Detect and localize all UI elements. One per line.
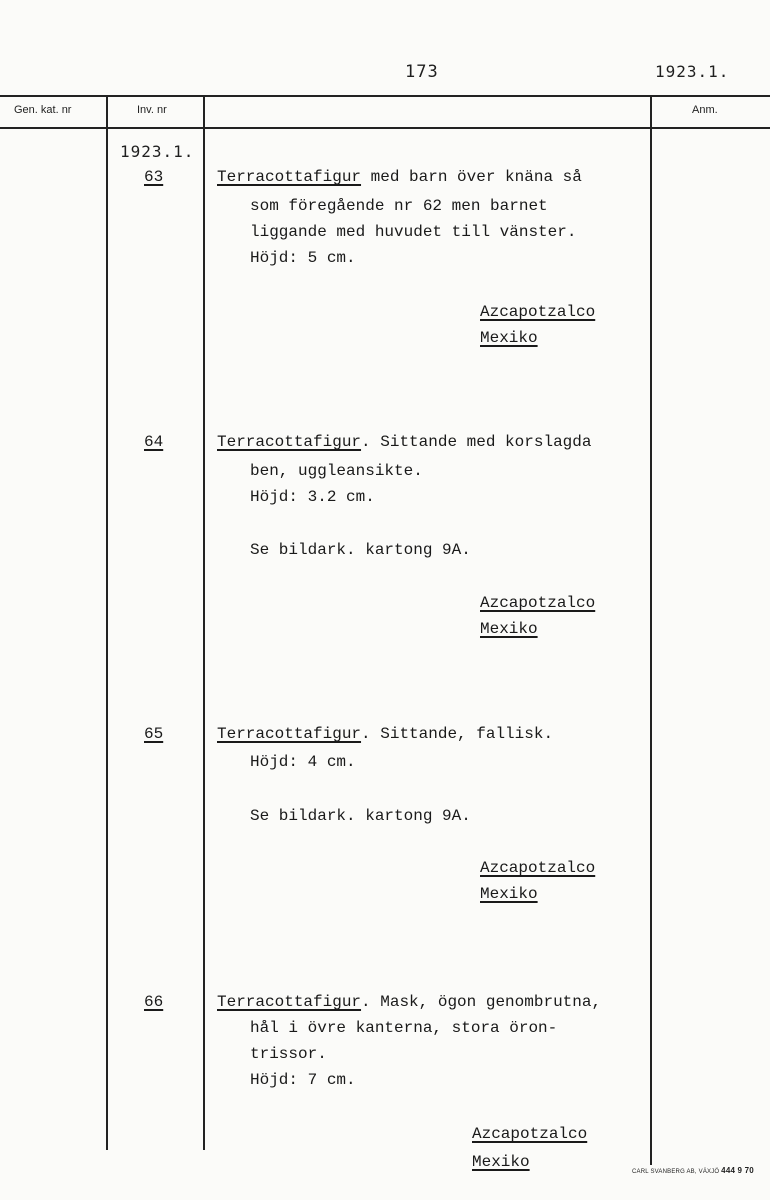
column-divider-3 [650,95,652,1165]
entry-line: som föregående nr 62 men barnet [250,197,548,215]
entry-title-line [217,165,582,190]
entry-place: Azcapotzalco [480,303,596,321]
page-number: 173 [405,62,439,82]
column-divider-2 [203,95,205,1150]
entry-line: trissor. [250,1045,327,1063]
header-bottom-rule [0,127,770,129]
entry-reference: Se bildark. kartong 9A. [250,541,471,559]
printer-imprint [632,1166,754,1175]
column-heading-anm: Anm. [692,104,718,116]
entry-place: Azcapotzalco [480,594,596,612]
entry-line: hål i övre kanterna, stora öron- [250,1019,558,1037]
entry-place: Azcapotzalco [480,859,596,877]
column-heading-gen-kat: Gen. kat. nr [14,104,72,116]
entry-country: Mexiko [472,1153,530,1171]
entry-line: ben, uggleansikte. [250,462,423,480]
entry-line: Höjd: 4 cm. [250,753,356,771]
entry-reference: Se bildark. kartong 9A. [250,807,471,825]
year-label: 1923.1. [120,142,195,161]
entry-title-rest: . Mask, ögon genombrutna, [361,993,602,1011]
column-divider-1 [106,95,108,1150]
header-top-rule [0,95,770,97]
entry-title: Terracottafigur [217,725,362,743]
printer-name: CARL SVANBERG AB, VÄXJÖ [632,1169,720,1175]
inv-number: 66 [144,993,164,1011]
form-number: 444 9 70 [721,1166,754,1175]
entry-place: Azcapotzalco [472,1125,588,1143]
entry-title: Terracottafigur [217,993,362,1011]
entry-title: Terracottafigur [217,433,362,451]
inv-number: 64 [144,433,164,451]
entry-title-rest: med barn över knäna så [361,168,582,186]
entry-country: Mexiko [480,620,538,638]
entry-country: Mexiko [480,885,538,903]
inv-number: 65 [144,725,164,743]
entry-line: liggande med huvudet till vänster. [250,223,577,241]
year-reference: 1923.1. [655,62,730,81]
entry-title-line [217,430,591,455]
entry-title-line [217,722,553,747]
entry-line: Höjd: 7 cm. [250,1071,356,1089]
entry-title: Terracottafigur [217,168,362,186]
entry-title-rest: . Sittande med korslagda [361,433,592,451]
entry-line: Höjd: 5 cm. [250,249,356,267]
entry-line: Höjd: 3.2 cm. [250,488,375,506]
entry-title-line [217,990,601,1015]
column-heading-inv: Inv. nr [137,104,167,116]
inv-number: 63 [144,168,164,186]
entry-country: Mexiko [480,329,538,347]
entry-title-rest: . Sittande, fallisk. [361,725,554,743]
